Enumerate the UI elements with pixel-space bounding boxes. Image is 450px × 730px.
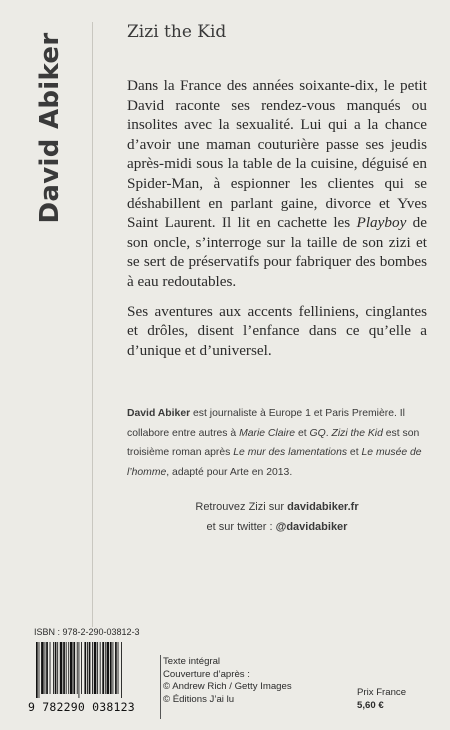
barcode-image: [36, 642, 154, 698]
blurb-paragraph-1: Dans la France des années soixante-dix, le petit David raconte ses rendez-vous manqués ou insolites avec la sexualité. Lui qui a la chance d’avoir une maman couturière passe ses jeudis après-midi sous la table de la cuisine, déguisé en Spider-Man, à espionner les clientes qui se déshabillent en parlant gaine, divorce et Yves Saint Laurent. Il lit en cachette les Playboy de son oncle, s’interroge sur la taille de son zizi et se sert de préservatifs pour fabriquer des bombes à eau redoutables.: [127, 77, 427, 290]
price-label: Prix France: [357, 687, 407, 698]
price-value: 5,60 €: [357, 699, 384, 711]
barcode-digits: 9 782290 038123: [28, 700, 135, 714]
divider-line: [92, 22, 93, 627]
website-link[interactable]: davidabiker.fr: [287, 501, 359, 513]
twitter-handle[interactable]: @davidabiker: [275, 521, 348, 533]
price: [357, 687, 406, 712]
vertical-author-name: [30, 28, 70, 228]
blurb: [127, 76, 427, 370]
book-title: Zizi the Kid: [127, 22, 227, 42]
follow-links: [127, 497, 427, 537]
credits: Texte intégral Couverture d’après : © Andrew Rich / Getty Images © Éditions J’ai lu: [163, 656, 292, 705]
blurb-paragraph-2: Ses aventures aux accents felliniens, cinglantes et drôles, disent l’enfance dans ce qu’elle a d’unique et d’universel.: [127, 302, 427, 359]
credits-divider: [160, 655, 161, 719]
bio-author-name: David Abiker: [127, 408, 191, 419]
author-bio: David Abiker est journaliste à Europe 1 et Paris Première. Il collabore entre autres à Marie Claire et GQ. Zizi the Kid est son troisième roman après Le mur des lamentations et Le musée de l’homme, adapté pour Arte en 2013.: [127, 408, 422, 478]
isbn: ISBN : 978-2-290-03812-3: [34, 627, 140, 637]
website-line: Retrouvez Zizi sur davidabiker.fr: [195, 501, 359, 513]
twitter-line: et sur twitter : @davidabiker: [206, 521, 348, 533]
author-name: David Abiker: [35, 32, 65, 224]
